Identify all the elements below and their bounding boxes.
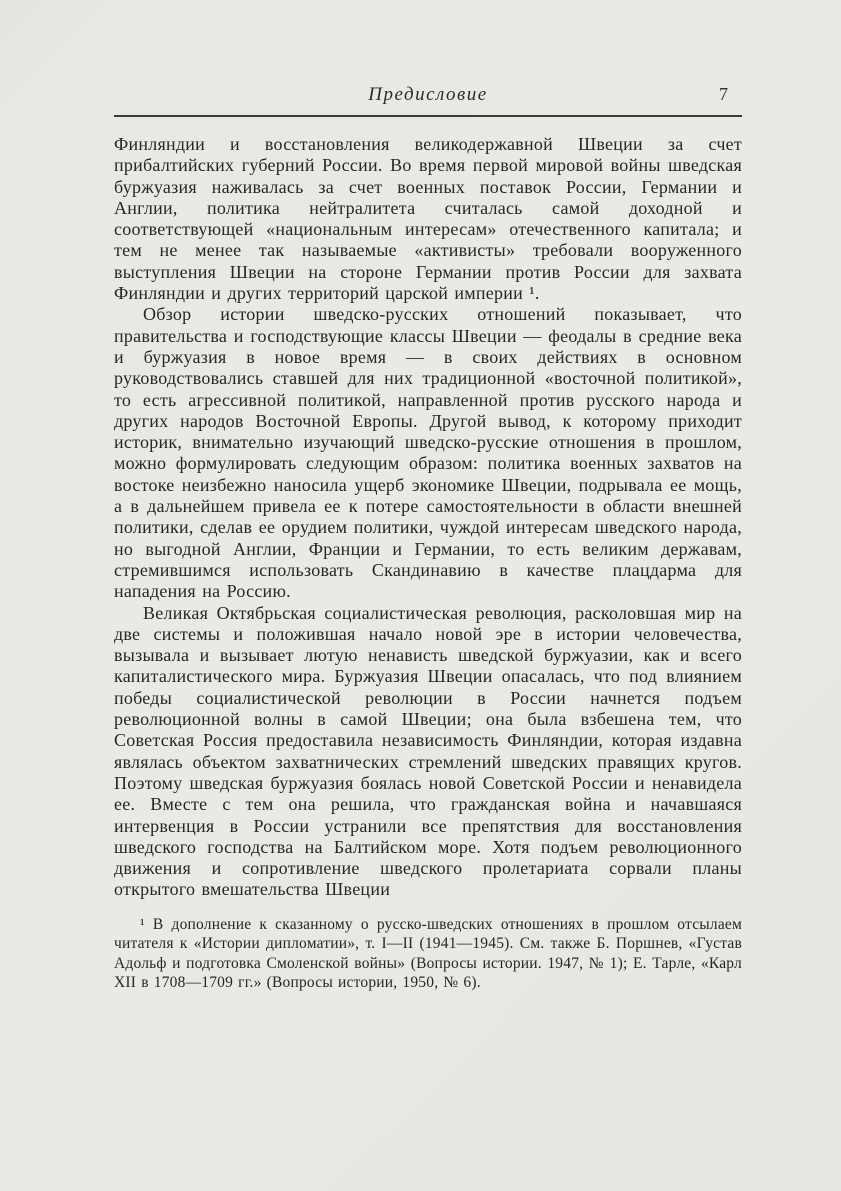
page-number: 7	[719, 84, 728, 104]
body-text	[114, 134, 742, 901]
paragraph-2: Обзор истории шведско-русских отношений показывает, что правительства и господствующие классы Швеции — феодалы в средние века и буржуазия в новое время — в своих действиях в основном руководствовались ставшей для них традиционной «восточной политикой», то есть агрессивной политикой, направленной против русского народа и других народов Восточной Европы. Другой вывод, к которому приходит историк, внимательно изучающий шведско-русские отношения в прошлом, можно формулировать следующим образом: политика военных захватов на востоке неизбежно наносила ущерб экономике Швеции, подрывала ее мощь, а в дальнейшем привела ее к потере самостоятельности в области внешней политики, сделав ее орудием политики, чуждой интересам шведского народа, но выгодной Англии, Франции и Германии, то есть великим державам, стремившимся использовать Скандинавию в качестве плацдарма для нападения на Россию.	[114, 304, 742, 602]
page-header	[114, 84, 742, 108]
running-title: Предисловие	[368, 84, 488, 105]
header-rule	[114, 115, 742, 117]
paragraph-1: Финляндии и восстановления великодержавной Швеции за счет прибалтийских губерний России. Во время первой мировой войны шведская буржуазия наживалась за счет военных поставок России, Германии и Англии, политика нейтралитета считалась самой доходной и соответствующей «национальным интересам» отечественного капитала; и тем не менее так называемые «активисты» требовали вооруженного выступления Швеции на стороне Германии против России для захвата Финляндии и других территорий царской империи ¹.	[114, 134, 742, 304]
footnote-text: ¹ В дополнение к сказанному о русско-шведских отношениях в прошлом отсылаем читателя к «Истории дипломатии», т. I—II (1941—1945). См. также Б. Поршнев, «Густав Адольф и подготовка Смоленской войны» (Вопросы истории. 1947, № 1); Е. Тарле, «Карл XII в 1708—1709 гг.» (Вопросы истории, 1950, № 6).	[114, 915, 742, 992]
text-block	[114, 84, 742, 993]
footnote	[114, 915, 742, 993]
paragraph-3: Великая Октябрьская социалистическая революция, расколовшая мир на две системы и положившая начало новой эре в истории человечества, вызывала и вызывает лютую ненависть шведской буржуазии, как и всего капиталистического мира. Буржуазия Швеции опасалась, что под влиянием победы социалистической революции в России начнется подъем революционной волны в самой Швеции; она была взбешена тем, что Советская Россия предоставила независимость Финляндии, которая издавна являлась объектом захватнических стремлений шведских правящих кругов. Поэтому шведская буржуазия боялась новой Советской России и ненавидела ее. Вместе с тем она решила, что гражданская война и начавшаяся интервенция в России устранили все препятствия для восстановления шведского господства на Балтийском море. Хотя подъем революционного движения и сопротивление шведского пролетариата сорвали планы открытого вмешательства Швеции	[114, 602, 742, 900]
